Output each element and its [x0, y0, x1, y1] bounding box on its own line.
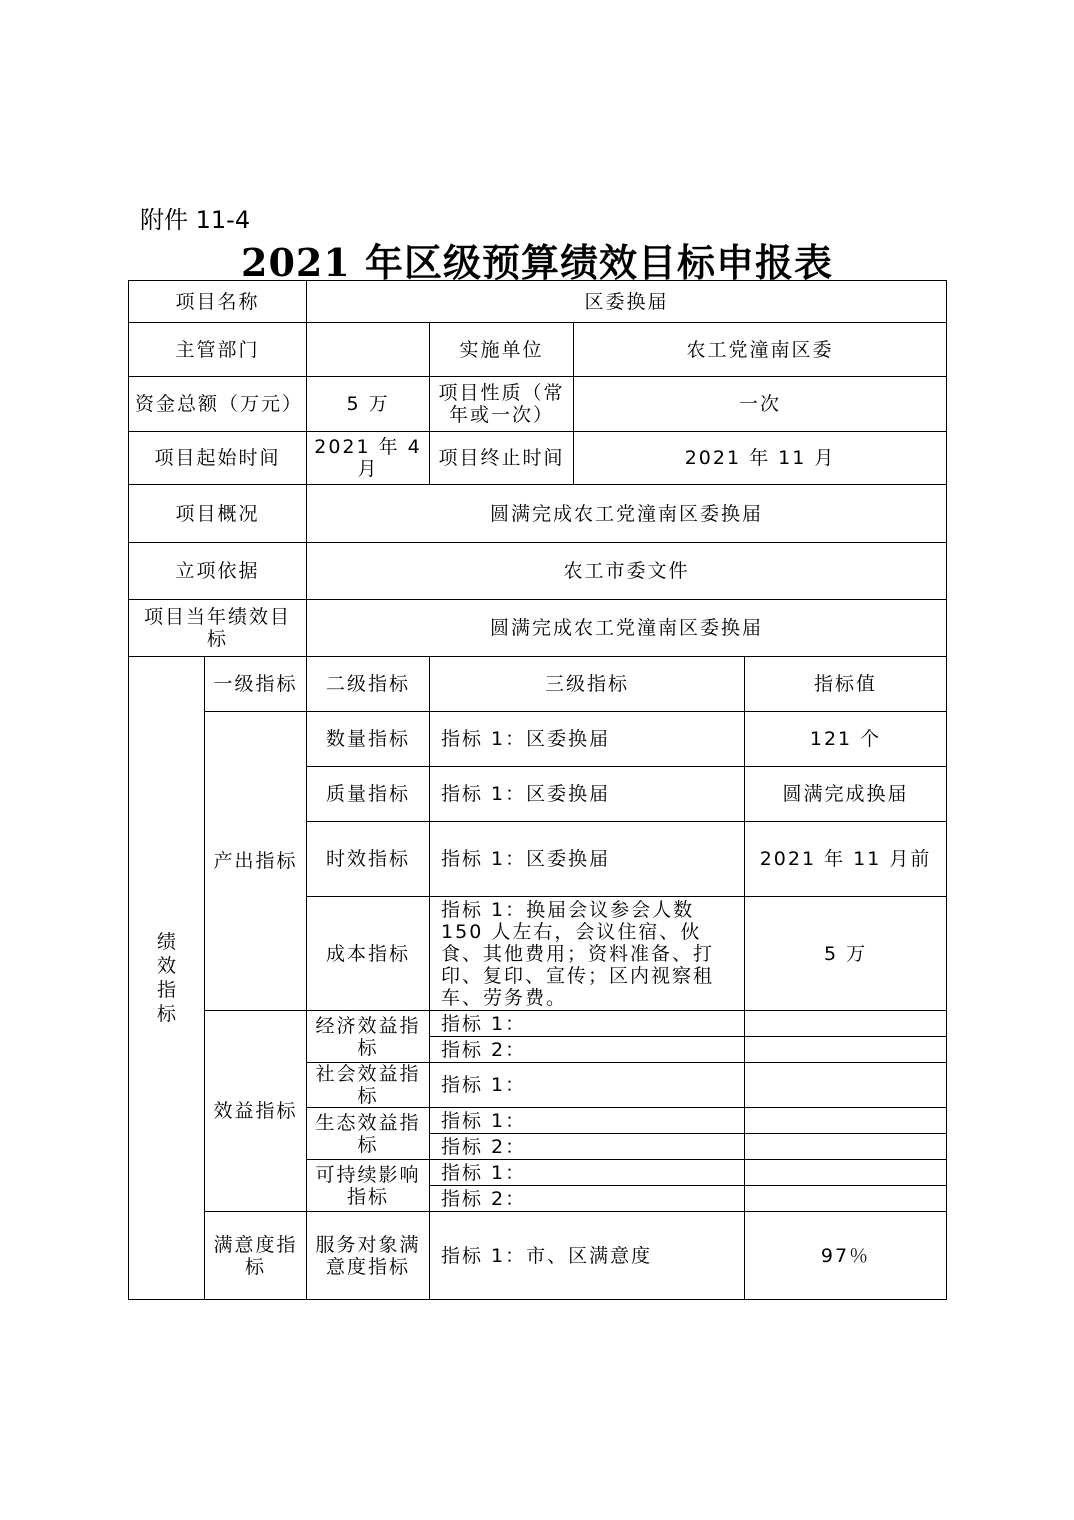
- output-value: 121 个: [745, 712, 947, 767]
- economic-benefit-label: 经济效益指标: [307, 1011, 430, 1063]
- output-level3: 指标 1：换届会议参会人数 150 人左右，会议住宿、伙食、其他费用；资料准备、打印、复印、宣传；区内视察租车、劳务费。: [430, 897, 745, 1011]
- table-row: [129, 323, 947, 377]
- impl-value: 农工党潼南区委: [574, 323, 947, 377]
- table-row: [129, 281, 947, 323]
- impl-label: 实施单位: [430, 323, 574, 377]
- social-indicator-1: 指标 1：: [430, 1063, 745, 1108]
- attachment-label: 附件 11-4: [140, 206, 251, 234]
- basis-value: 农工市委文件: [307, 543, 947, 600]
- satisfaction-value: 97％: [745, 1212, 947, 1300]
- header-level1: 一级指标: [205, 657, 307, 712]
- table-row: [129, 657, 947, 712]
- output-level2: 数量指标: [307, 712, 430, 767]
- goal-label: 项目当年绩效目标: [129, 600, 307, 657]
- overview-label: 项目概况: [129, 485, 307, 543]
- ecological-indicator-2: 指标 2：: [430, 1134, 745, 1160]
- sustainable-benefit-label: 可持续影响指标: [307, 1160, 430, 1212]
- start-value: 2021 年 4 月: [307, 432, 430, 485]
- table-row: [129, 712, 947, 767]
- sustainable-value-1: [745, 1160, 947, 1186]
- dept-value: [307, 323, 430, 377]
- table-row: [129, 543, 947, 600]
- economic-value-2: [745, 1037, 947, 1063]
- fund-value: 5 万: [307, 377, 430, 432]
- overview-value: 圆满完成农工党潼南区委换届: [307, 485, 947, 543]
- output-level3: 指标 1：区委换届: [430, 712, 745, 767]
- ecological-benefit-label: 生态效益指标: [307, 1108, 430, 1160]
- perf-indicator-label: [129, 657, 205, 1300]
- header-level2: 二级指标: [307, 657, 430, 712]
- perf-indicator-text: 绩效指标: [156, 931, 176, 1025]
- output-value: 5 万: [745, 897, 947, 1011]
- benefit-indicator-label: 效益指标: [205, 1011, 307, 1212]
- header-level3: 三级指标: [430, 657, 745, 712]
- output-level3: 指标 1：区委换届: [430, 767, 745, 822]
- output-value: 2021 年 11 月前: [745, 822, 947, 897]
- table-row: [129, 377, 947, 432]
- project-name-label: 项目名称: [129, 281, 307, 323]
- table-row: [129, 1212, 947, 1300]
- ecological-indicator-1: 指标 1：: [430, 1108, 745, 1134]
- nature-value: 一次: [574, 377, 947, 432]
- sustainable-indicator-1: 指标 1：: [430, 1160, 745, 1186]
- header-value: 指标值: [745, 657, 947, 712]
- social-benefit-label: 社会效益指标: [307, 1063, 430, 1108]
- nature-label: 项目性质（常年或一次）: [430, 377, 574, 432]
- end-value: 2021 年 11 月: [574, 432, 947, 485]
- end-label: 项目终止时间: [430, 432, 574, 485]
- output-level2: 时效指标: [307, 822, 430, 897]
- output-indicator-label: 产出指标: [205, 712, 307, 1011]
- basis-label: 立项依据: [129, 543, 307, 600]
- economic-indicator-1: 指标 1：: [430, 1011, 745, 1037]
- page-title: 2021 年区级预算绩效目标申报表: [241, 240, 833, 285]
- social-value-1: [745, 1063, 947, 1108]
- ecological-value-1: [745, 1108, 947, 1134]
- satisfaction-indicator-label: 满意度指标: [205, 1212, 307, 1300]
- dept-label: 主管部门: [129, 323, 307, 377]
- table-row: [129, 485, 947, 543]
- sustainable-indicator-2: 指标 2：: [430, 1186, 745, 1212]
- economic-value-1: [745, 1011, 947, 1037]
- output-level2: 成本指标: [307, 897, 430, 1011]
- goal-value: 圆满完成农工党潼南区委换届: [307, 600, 947, 657]
- output-level2: 质量指标: [307, 767, 430, 822]
- satisfaction-level2: 服务对象满意度指标: [307, 1212, 430, 1300]
- project-name-value: 区委换届: [307, 281, 947, 323]
- table-row: [129, 432, 947, 485]
- start-label: 项目起始时间: [129, 432, 307, 485]
- satisfaction-level3: 指标 1：市、区满意度: [430, 1212, 745, 1300]
- output-level3: 指标 1：区委换届: [430, 822, 745, 897]
- fund-label: 资金总额（万元）: [129, 377, 307, 432]
- economic-indicator-2: 指标 2：: [430, 1037, 745, 1063]
- sustainable-value-2: [745, 1186, 947, 1212]
- table-row: [129, 600, 947, 657]
- budget-target-table: [128, 280, 947, 1300]
- ecological-value-2: [745, 1134, 947, 1160]
- output-value: 圆满完成换届: [745, 767, 947, 822]
- table-row: [129, 1011, 947, 1037]
